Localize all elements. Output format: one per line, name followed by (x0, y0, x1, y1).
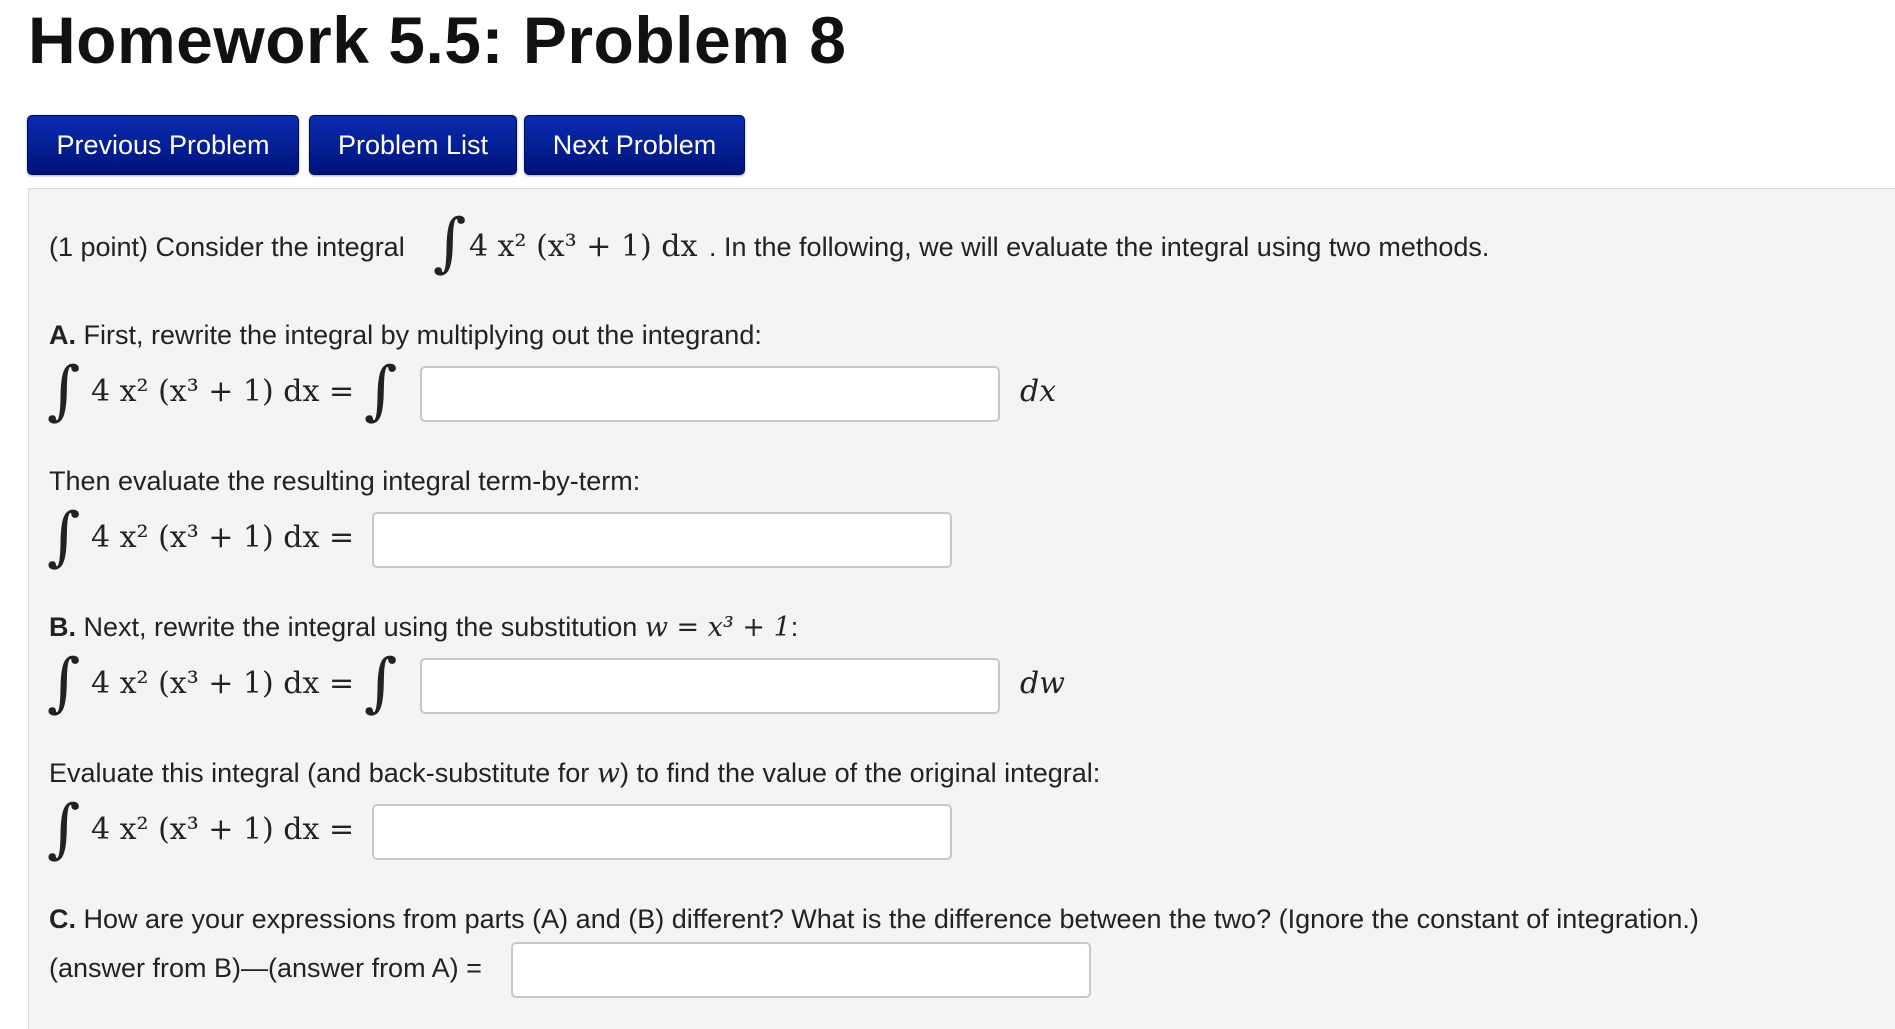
part-c-label: C. (49, 904, 76, 934)
part-b-result-integral-symbol: ∫ (47, 792, 81, 866)
part-a-then-text: Then evaluate the resulting integral term-by-term: (49, 466, 641, 496)
part-c-difference-label: (answer from B)—(answer from A) = (49, 953, 482, 983)
part-a-result-integral-symbol: ∫ (47, 500, 81, 574)
part-a-integrand-input[interactable] (420, 366, 1000, 422)
problem-list-button[interactable]: Problem List (309, 115, 517, 175)
part-b-eval-text (49, 757, 1100, 790)
part-b-result-lhs: 4 x² (x³ + 1) dx = (91, 812, 355, 847)
part-c-difference-input[interactable] (511, 942, 1091, 998)
part-a-heading (49, 319, 762, 351)
part-b-eval-var: w (596, 758, 620, 789)
part-b-integrand-input[interactable] (420, 658, 1000, 714)
part-a-text: First, rewrite the integral by multiplying out the integrand: (83, 320, 762, 350)
part-c-text: How are your expressions from parts (A) and (B) different? What is the difference between the two? (Ignore the constant of integration.) (83, 904, 1699, 934)
part-b-eval-text-2: ) to find the value of the original integral: (619, 758, 1101, 788)
part-b-label: B. (49, 612, 76, 642)
part-a-result-lhs: 4 x² (x³ + 1) dx = (91, 520, 355, 555)
part-a-label: A. (49, 320, 76, 350)
part-a-lhs: 4 x² (x³ + 1) dx = (91, 374, 355, 409)
intro-integral-symbol: ∫ (433, 206, 467, 280)
part-a-result-input[interactable] (372, 512, 952, 568)
part-b-lhs-integral-symbol: ∫ (47, 646, 81, 720)
part-b-rhs-integral-symbol: ∫ (364, 646, 398, 720)
part-b-lhs: 4 x² (x³ + 1) dx = (91, 666, 355, 701)
page-title: Homework 5.5: Problem 8 (28, 3, 847, 77)
intro-tail: . In the following, we will evaluate the integral using two methods. (709, 232, 1490, 262)
part-a-differential: dx (1020, 374, 1057, 409)
part-b-differential: dw (1020, 666, 1065, 701)
problem-panel (28, 188, 1895, 1029)
part-b-substitution: w = x³ + 1 (644, 612, 791, 643)
problem-intro (49, 231, 405, 263)
part-a-lhs-integral-symbol: ∫ (47, 354, 81, 428)
intro-integrand (469, 229, 697, 265)
part-b-result-input[interactable] (372, 804, 952, 860)
part-b-eval-text-1: Evaluate this integral (and back-substitute for (49, 758, 590, 788)
previous-problem-button[interactable]: Previous Problem (27, 115, 299, 175)
points-text: (1 point) Consider the integral (49, 232, 405, 262)
part-c-heading (49, 903, 1699, 935)
part-b-colon: : (790, 612, 799, 642)
part-b-text: Next, rewrite the integral using the substitution (83, 612, 638, 642)
part-b-heading (49, 611, 798, 644)
part-a-rhs-integral-symbol: ∫ (364, 354, 398, 428)
next-problem-button[interactable]: Next Problem (524, 115, 745, 175)
intro-integrand-text: 4 x² (x³ + 1) dx (469, 229, 698, 264)
